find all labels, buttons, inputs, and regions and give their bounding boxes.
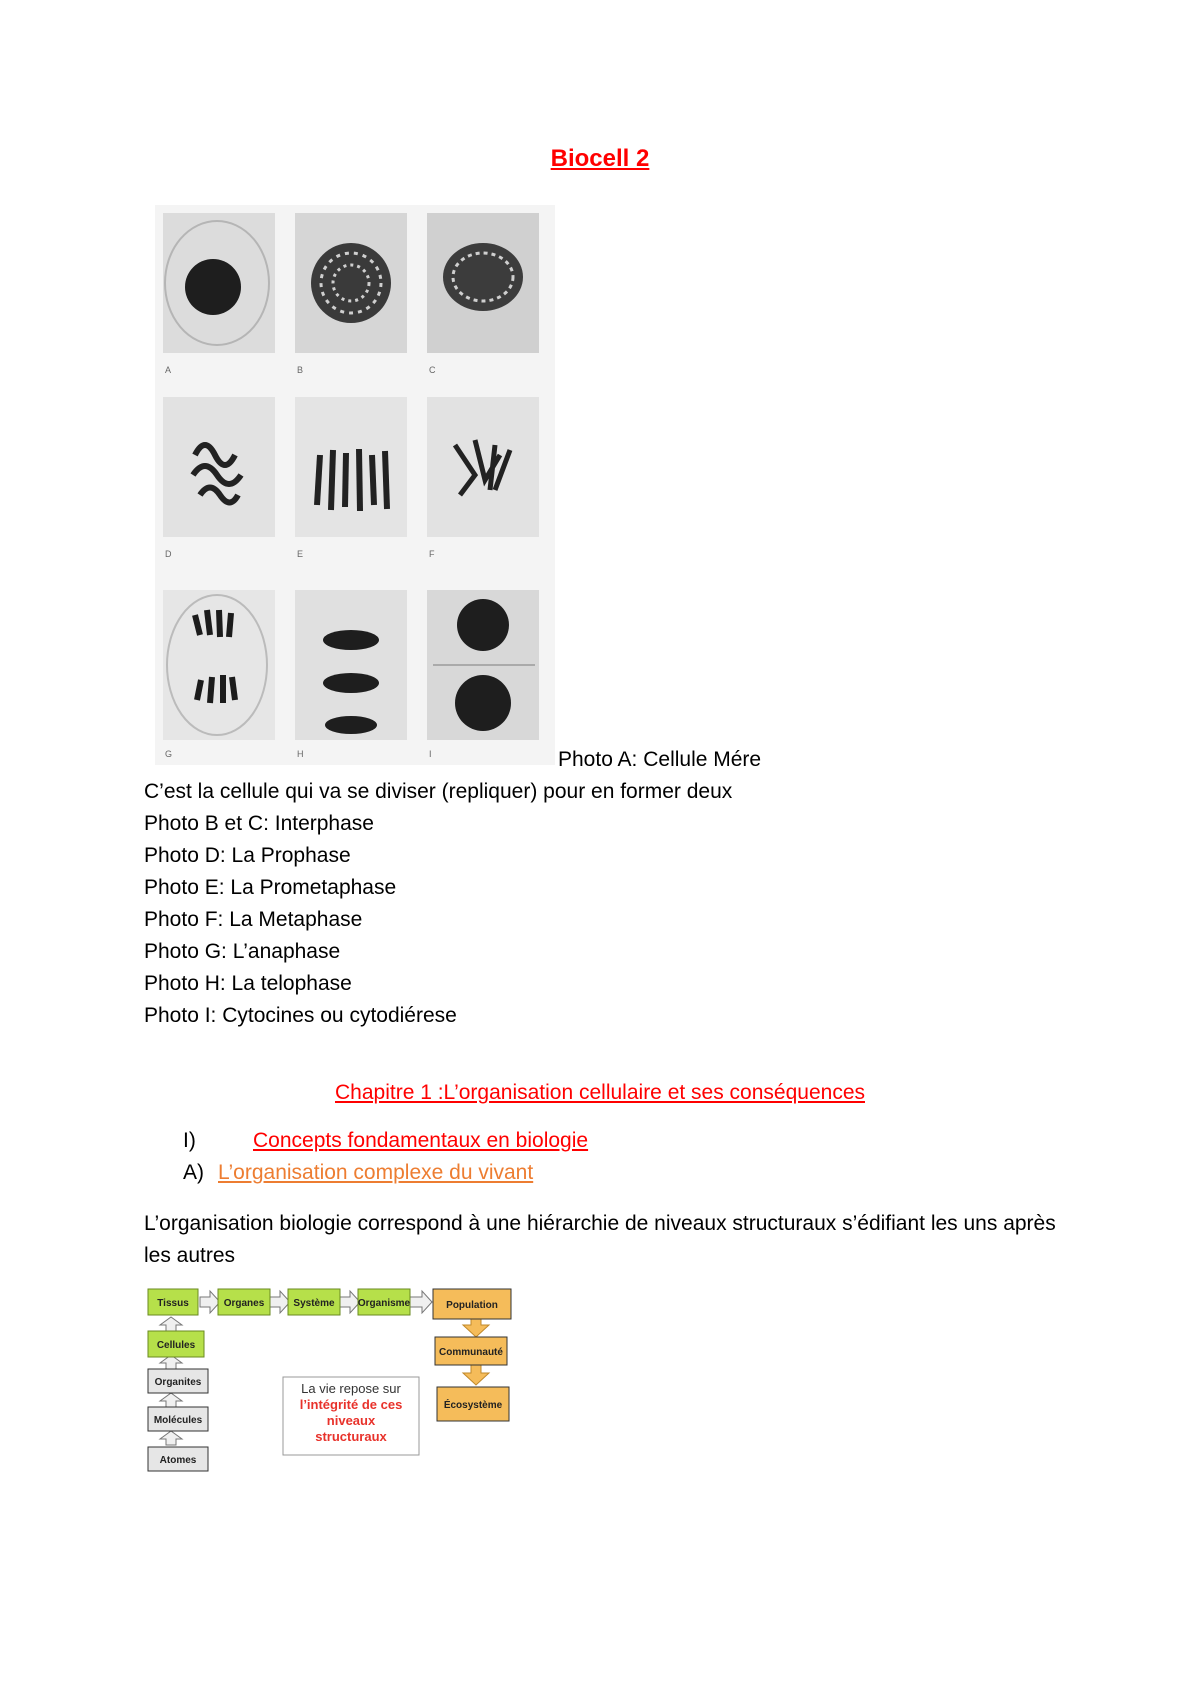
panel-label-d: D bbox=[165, 549, 172, 559]
description-line: C’est la cellule qui va se diviser (repliquer) pour en former deux bbox=[144, 780, 733, 803]
photo-h-line: Photo H: La telophase bbox=[144, 972, 352, 995]
node-atomes: Atomes bbox=[159, 1455, 197, 1466]
panel-label-e: E bbox=[297, 549, 304, 559]
arrow-tissus-organes bbox=[200, 1291, 220, 1313]
section-heading: Concepts fondamentaux en biologie bbox=[253, 1129, 589, 1152]
photo-g-line: Photo G: L’anaphase bbox=[144, 940, 341, 963]
panel-label-i: I bbox=[429, 749, 432, 759]
photo-i-line: Photo I: Cytocines ou cytodiérese bbox=[144, 1004, 457, 1027]
node-organisme: Organisme bbox=[357, 1298, 411, 1309]
arrow-population-communaute bbox=[463, 1317, 489, 1337]
node-ecosysteme: Écosystème bbox=[443, 1400, 503, 1411]
photo-d bbox=[163, 397, 275, 537]
photo-f bbox=[427, 397, 539, 537]
arrow-communaute-ecosysteme bbox=[463, 1363, 489, 1385]
node-organes: Organes bbox=[223, 1298, 265, 1309]
panel-label-a: A bbox=[165, 365, 172, 375]
arrow-atomes-molecules bbox=[160, 1431, 182, 1445]
outline-marker-i: I) bbox=[183, 1129, 196, 1152]
node-organites: Organites bbox=[154, 1377, 202, 1388]
document-title: Biocell 2 bbox=[550, 145, 650, 172]
chapter-heading: Chapitre 1 :L’organisation cellulaire et ses conséquences bbox=[335, 1081, 865, 1104]
panel-label-g: G bbox=[165, 749, 173, 759]
note-line-1: La vie repose sur bbox=[301, 1381, 401, 1396]
subsection-heading: L’organisation complexe du vivant bbox=[218, 1161, 534, 1184]
node-communaute: Communauté bbox=[439, 1347, 503, 1358]
photo-a bbox=[163, 213, 275, 353]
panel-label-b: B bbox=[297, 365, 304, 375]
node-cellules: Cellules bbox=[156, 1340, 196, 1351]
node-systeme: Système bbox=[293, 1298, 335, 1309]
photo-c bbox=[427, 213, 539, 353]
outline-marker-a: A) bbox=[183, 1161, 204, 1184]
note-line-3: niveaux bbox=[326, 1413, 376, 1428]
photo-i bbox=[427, 590, 539, 740]
photo-f-line: Photo F: La Metaphase bbox=[144, 908, 363, 931]
node-molecules: Molécules bbox=[153, 1415, 203, 1426]
photo-d-line: Photo D: La Prophase bbox=[144, 844, 351, 867]
photo-e-line: Photo E: La Prometaphase bbox=[144, 876, 397, 899]
panel-label-f: F bbox=[429, 549, 435, 559]
node-tissus: Tissus bbox=[157, 1298, 189, 1309]
photo-g bbox=[163, 590, 275, 740]
node-population: Population bbox=[446, 1300, 498, 1311]
arrow-organes-systeme bbox=[270, 1291, 290, 1313]
note-line-2: l’intégrité de ces bbox=[299, 1397, 403, 1412]
note-line-4: structuraux bbox=[315, 1429, 387, 1444]
arrow-molecules-organites bbox=[160, 1393, 182, 1407]
photo-a-caption: Photo A: Cellule Mére bbox=[558, 748, 762, 771]
intro-paragraph: L’organisation biologie correspond à une hiérarchie de niveaux structuraux s’édifiant les uns après les autres bbox=[144, 1212, 1056, 1267]
photo-b bbox=[295, 213, 407, 353]
arrow-organisme-population bbox=[410, 1291, 432, 1313]
mitosis-photo-grid bbox=[155, 205, 555, 765]
photo-bc-line: Photo B et C: Interphase bbox=[144, 812, 374, 835]
photo-h bbox=[295, 590, 407, 740]
panel-label-c: C bbox=[429, 365, 436, 375]
photo-e bbox=[295, 397, 407, 537]
structural-levels-diagram bbox=[145, 1285, 545, 1495]
panel-label-h: H bbox=[297, 749, 304, 759]
arrow-cellules-tissus bbox=[160, 1317, 182, 1331]
